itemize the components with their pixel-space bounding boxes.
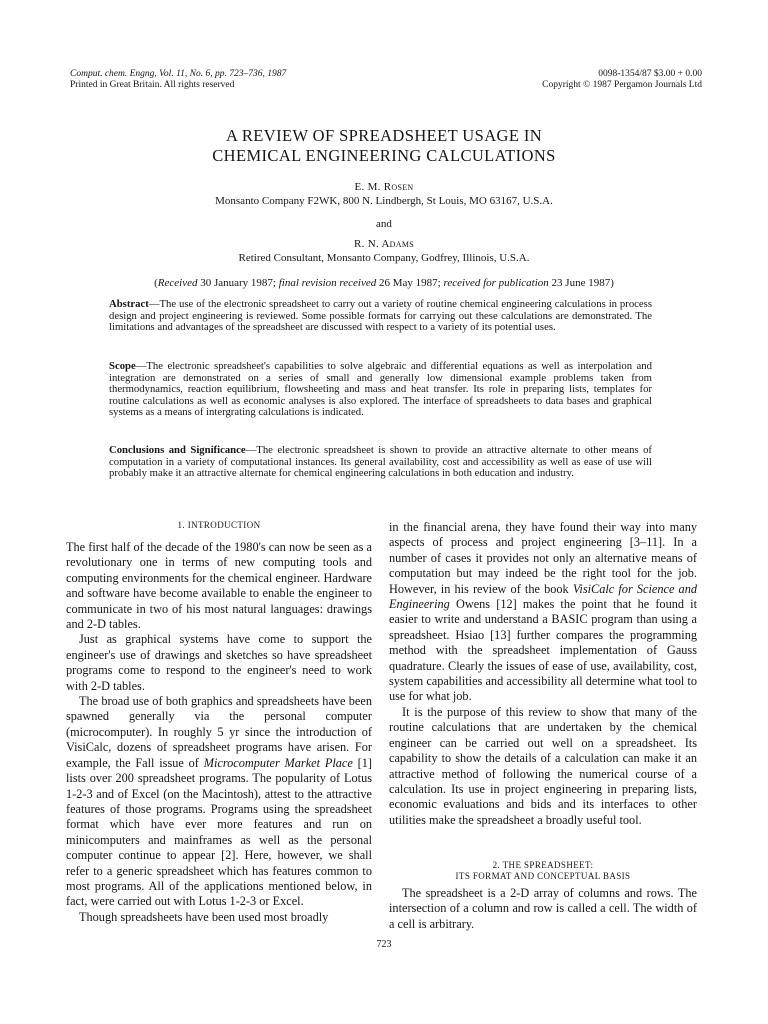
page-number: 723 xyxy=(376,939,392,950)
cited-title: Microcomputer Market Place xyxy=(203,755,353,770)
section-2-body xyxy=(389,886,697,932)
scope-text: —The electronic spreadsheet's capabilities to solve algebraic and differential equations as well as interpolation and integration are demonstrated on a series of small and generally low dimensional example problems taken from thermodynamics, reaction equilibrium, flowsheeting and mass and heat transfer. Its role in preparing lists, templates for routine calculations as well as economic analyses is also explored. The interface of spreadsheets to data bases and graphical systems as a means of intergrating calculations is indicated. xyxy=(109,360,652,419)
paragraph-text: The broad use of both graphics and spreadsheets have been spawned generally via the personal computer (microcomputer). In roughly 5 yr since the introduction of VisiCalc, dozens of spreadsheet programs have arisen. For example, the Fall issue of xyxy=(66,694,372,770)
section-heading-line: 2. THE SPREADSHEET: xyxy=(492,860,594,870)
section-heading-introduction: 1. INTRODUCTION xyxy=(177,520,261,530)
title-line-1: A REVIEW OF SPREADSHEET USAGE IN xyxy=(225,126,543,145)
conclusions-and-significance xyxy=(109,445,652,480)
received-dates: (Received 30 January 1987; final revision received 26 May 1987; received for publication 23 June 1987) xyxy=(154,277,614,289)
abstract-label: Abstract xyxy=(109,298,149,310)
author-1: E. M. Rosen xyxy=(354,181,414,193)
paragraph-text: Owens [12] makes the point that he found it easier to write and understand a BASIC program than using a spreadsheet. Hsiao [13] further compares the programming method with the spreadsheet implementation of Gauss quadrature. Clearly the issues of ease of use, availability, cost, system capabilities and accessibility all determine what tool to use for what job. xyxy=(389,597,697,704)
revised-label: final revision received xyxy=(278,277,377,289)
paragraph xyxy=(389,520,697,705)
affiliation-1: Monsanto Company F2WK, 800 N. Lindbergh, St Louis, MO 63167, U.S.A. xyxy=(215,195,553,207)
conclusions-label: Conclusions and Significance xyxy=(109,444,246,456)
revised-date: 26 May 1987; xyxy=(379,277,441,289)
author-conjunction: and xyxy=(376,218,392,230)
journal-citation: Comput. chem. Engng, Vol. 11, No. 6, pp. 723–736, 1987 xyxy=(70,69,287,79)
paper-title xyxy=(0,126,768,166)
published-label: received for publication xyxy=(443,277,549,289)
received-label: Received xyxy=(157,277,198,289)
paragraph-text: [1] lists over 200 spreadsheet programs. The popularity of Lotus 1-2-3 and of Excel (on the Macintosh), attest to the attractive features of those programs. Programs using the spreadsheet format which have ever more features and run on minicomputers and mainframes as well as the personal computer continue to appear [2]. Here, however, we shall refer to a generic spreadsheet which has features common to most programs. All of the applications mentioned below, in fact, were carried out with Lotus 1-2-3 or Excel. xyxy=(66,755,372,909)
copyright: Copyright © 1987 Pergamon Journals Ltd xyxy=(542,80,702,90)
cited-title: VisiCalc for Science and Engineering xyxy=(389,581,697,612)
running-header-left xyxy=(70,69,286,91)
running-header-right xyxy=(542,69,702,91)
printed-in: Printed in Great Britain. All rights reserved xyxy=(70,80,235,90)
section-heading-spreadsheet xyxy=(389,860,697,882)
section-heading-line: ITS FORMAT AND CONCEPTUAL BASIS xyxy=(455,871,631,881)
paragraph: The spreadsheet is a 2-D array of columns and rows. The intersection of a column and row is called a cell. The width of a cell is arbitrary. xyxy=(389,886,697,931)
paragraph-text: in the financial arena, they have found their way into many aspects of process and project engineering [3–11]. In a number of cases it provides not only an alternative means of computation but may indeed be the right tool for the job. However, in his review of the book xyxy=(389,520,697,596)
paragraph: It is the purpose of this review to show that many of the routine calculations that are undertaken by the chemical engineer can be carried out well on a spreadsheet. Its capability to show the details of a calculation can make it an attractive method of following the numerical course of a calculation. Its use in project engineering in preparing lists, economic evaluations and bids and its interfaces to other utilities make the spreadsheet a broadly useful tool. xyxy=(389,704,697,827)
left-column xyxy=(66,540,372,925)
scope-label: Scope xyxy=(109,360,136,372)
scope xyxy=(109,361,652,419)
conclusions-text: —The electronic spreadsheet is shown to provide an attractive alternate to other means of computation in a variety of computational instances. Its general availability, cost and accessibility as well as ease of use will probably make it an attractive alternate for chemical engineering calculations in both education and industry. xyxy=(109,444,652,480)
paragraph: Though spreadsheets have been used most broadly xyxy=(79,909,329,924)
abstract xyxy=(109,299,652,334)
price-code: 0098-1354/87 $3.00 + 0.00 xyxy=(598,69,702,79)
title-line-2: CHEMICAL ENGINEERING CALCULATIONS xyxy=(212,146,556,165)
paragraph: The first half of the decade of the 1980's can now be seen as a revolutionary one in terms of new computing tools and computing environments for the chemical engineer. Hardware and software have become available to enable the engineer to communicate in two of his most natural languages: drawings and 2-D tables. xyxy=(66,540,372,632)
author-2: R. N. Adams xyxy=(353,238,415,250)
right-column xyxy=(389,520,697,828)
affiliation-2: Retired Consultant, Monsanto Company, Godfrey, Illinois, U.S.A. xyxy=(238,252,530,264)
published-date: 23 June 1987 xyxy=(551,277,611,289)
paragraph: Just as graphical systems have come to support the engineer's use of drawings and sketches so have spreadsheet programs come to respond to the engineer's need to work with 2-D tables. xyxy=(66,632,372,693)
paragraph xyxy=(66,694,372,910)
received-date: 30 January 1987; xyxy=(200,277,276,289)
abstract-text: —The use of the electronic spreadsheet to carry out a variety of routine chemical engineering calculations in process design and project engineering is reviewed. Some possible formats for carrying out these calculations are demonstrated. The limitations and advantages of the spreadsheet are discussed with respect to a variety of its potential uses. xyxy=(109,298,652,334)
